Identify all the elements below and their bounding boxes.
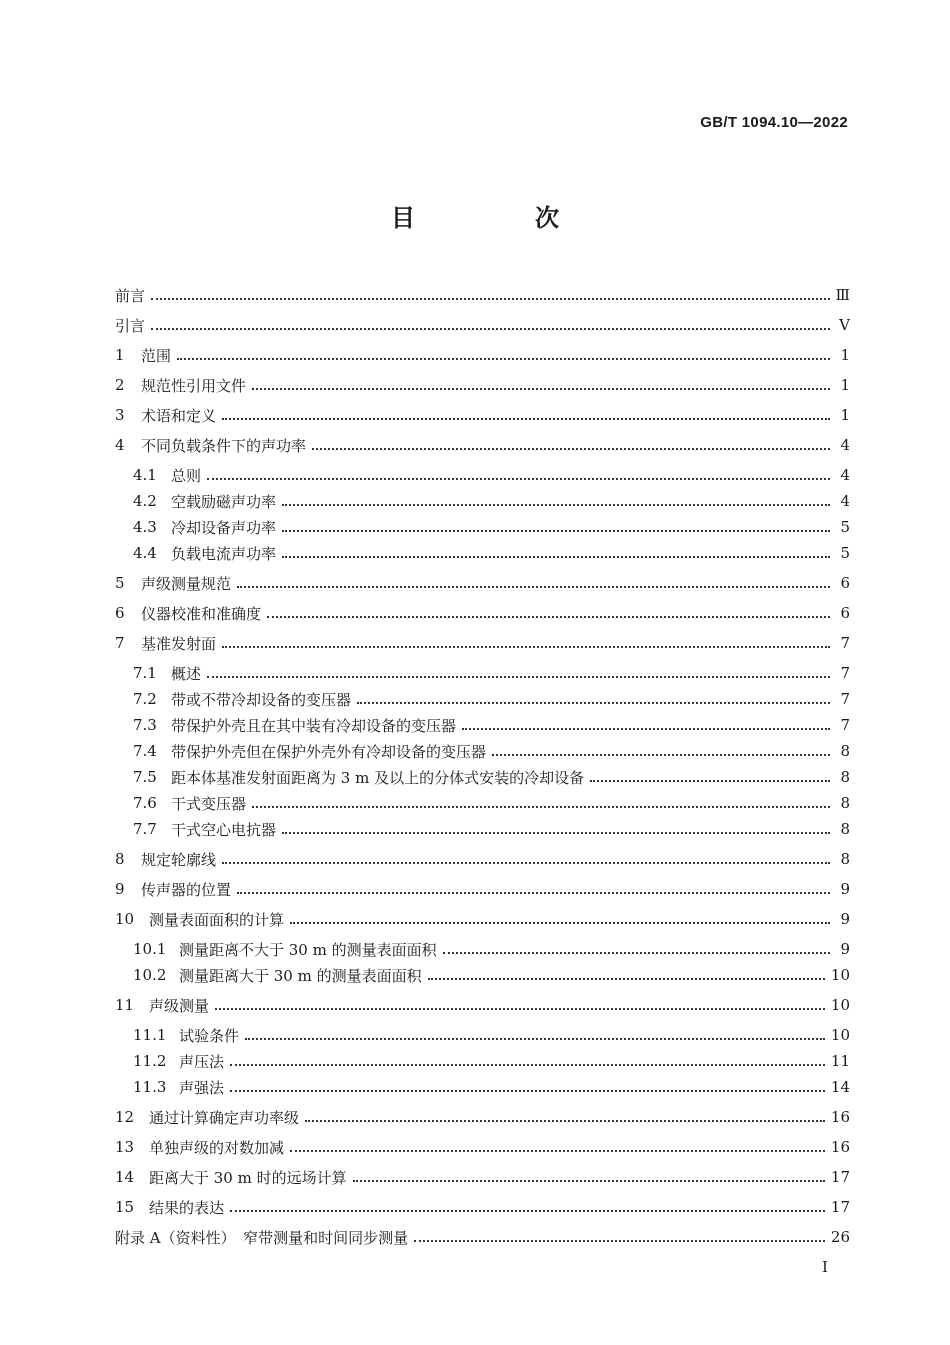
toc-subentry[interactable] <box>133 660 850 686</box>
toc-subentry[interactable] <box>133 712 850 738</box>
dot-leader <box>222 862 830 864</box>
toc-subentry[interactable] <box>133 1022 850 1048</box>
toc-entry-label: 测量距离大于 30 m 的测量表面面积 <box>179 966 422 985</box>
toc-entry-label: 带或不带冷却设备的变压器 <box>171 690 352 709</box>
toc-entry-page: 7 <box>840 716 850 734</box>
toc-entry-label: 测量距离不大于 30 m 的测量表面面积 <box>179 940 437 959</box>
toc-entry-page: 1 <box>840 406 850 424</box>
toc-entry-page: Ⅲ <box>835 286 850 304</box>
toc-entry-label: 引言 <box>115 316 146 335</box>
toc-entry-number: 15 <box>115 1198 135 1216</box>
dot-leader <box>207 478 830 480</box>
toc-entry[interactable] <box>115 846 850 872</box>
toc-entry-label: 声级测量规范 <box>141 574 232 593</box>
toc-entry-page: 1 <box>840 376 850 394</box>
toc-entry[interactable] <box>115 402 850 428</box>
toc-entry-label: 规范性引用文件 <box>141 376 247 395</box>
toc-entry[interactable] <box>115 1164 850 1190</box>
toc-subentry[interactable] <box>133 764 850 790</box>
toc-entry-page: 8 <box>840 768 850 786</box>
toc-entry-label: 带保护外壳但在保护外壳外有冷却设备的变压器 <box>171 742 487 761</box>
dot-leader <box>245 1038 825 1040</box>
toc-entry-label: 范围 <box>141 346 172 365</box>
toc-subentry[interactable] <box>133 962 850 988</box>
toc-entry-label: 基准发射面 <box>141 634 217 653</box>
toc-entry-label: 传声器的位置 <box>141 880 232 899</box>
toc-entry-page: 9 <box>840 880 850 898</box>
toc-entry-number: 4 <box>115 436 125 454</box>
toc-entry-label: 干式空心电抗器 <box>171 820 277 839</box>
toc-subentry[interactable] <box>133 816 850 842</box>
toc-entry-page: 26 <box>830 1228 850 1246</box>
toc-entry[interactable] <box>115 876 850 902</box>
toc-entry-label: 前言 <box>115 286 146 305</box>
toc-entry[interactable] <box>115 570 850 596</box>
toc-entry-page: 10 <box>830 1026 850 1044</box>
dot-leader <box>282 504 830 506</box>
dot-leader <box>237 892 830 894</box>
toc-entry-number: 7 <box>115 634 125 652</box>
toc-entry-number: 7.3 <box>133 716 157 734</box>
toc-entry-number: 3 <box>115 406 125 424</box>
dot-leader <box>215 1008 825 1010</box>
dot-leader <box>492 754 830 756</box>
dot-leader <box>177 358 830 360</box>
toc-entry-number: 7.1 <box>133 664 157 682</box>
dot-leader <box>443 952 830 954</box>
toc-entry[interactable] <box>115 1224 850 1250</box>
page-title: 目 次 <box>391 204 607 232</box>
toc-entry-page: 17 <box>830 1198 850 1216</box>
dot-leader <box>151 328 830 330</box>
toc-entry-page: 16 <box>830 1138 850 1156</box>
toc-entry-label: 仪器校准和准确度 <box>141 604 262 623</box>
toc-entry-page: 10 <box>830 966 850 984</box>
toc-entry-label: 通过计算确定声功率级 <box>149 1108 300 1127</box>
toc-entry-page: 16 <box>830 1108 850 1126</box>
dot-leader <box>282 832 830 834</box>
dot-leader <box>462 728 830 730</box>
toc-entry-label: 声级测量 <box>149 996 210 1015</box>
dot-leader <box>237 586 830 588</box>
toc-entry-number: 6 <box>115 604 125 622</box>
toc-entry-number: 11 <box>115 996 135 1014</box>
toc-entry-label: 测量表面面积的计算 <box>149 910 285 929</box>
dot-leader <box>353 1180 825 1182</box>
toc-entry-label: 规定轮廓线 <box>141 850 217 869</box>
dot-leader <box>230 1090 825 1092</box>
toc-entry-number: 4.1 <box>133 466 157 484</box>
toc-entry-label: 结果的表达 <box>149 1198 225 1217</box>
toc-entry[interactable] <box>115 312 850 338</box>
toc-entry[interactable] <box>115 1134 850 1160</box>
dot-leader <box>222 418 830 420</box>
toc-entry-number: 11.1 <box>133 1026 167 1044</box>
toc-subentry[interactable] <box>133 1074 850 1100</box>
dot-leader <box>312 448 830 450</box>
toc-entry-number: 1 <box>115 346 125 364</box>
toc-entry-page: 9 <box>840 940 850 958</box>
dot-leader <box>357 702 830 704</box>
toc-entry-label: 干式变压器 <box>171 794 247 813</box>
standard-code: GB/T 1094.10—2022 <box>700 114 848 131</box>
toc-entry-page: 4 <box>840 492 850 510</box>
toc-entry-page: 14 <box>830 1078 850 1096</box>
toc-entry-page: 9 <box>840 910 850 928</box>
toc-entry-page: 7 <box>840 634 850 652</box>
toc-entry[interactable] <box>115 432 850 458</box>
dot-leader <box>282 556 830 558</box>
toc-entry-label: 冷却设备声功率 <box>171 518 277 537</box>
dot-leader <box>305 1120 825 1122</box>
dot-leader <box>267 616 830 618</box>
toc-subentry[interactable] <box>133 514 850 540</box>
toc-entry-page: 7 <box>840 690 850 708</box>
toc-subentry[interactable] <box>133 540 850 566</box>
toc-entry-number: 11.3 <box>133 1078 167 1096</box>
toc-entry-number: 2 <box>115 376 125 394</box>
toc-subentry[interactable] <box>133 462 850 488</box>
toc-entry[interactable] <box>115 372 850 398</box>
dot-leader <box>414 1240 825 1242</box>
dot-leader <box>290 1150 825 1152</box>
dot-leader <box>290 922 830 924</box>
toc-entry-page: 8 <box>840 742 850 760</box>
toc-entry-label: 声压法 <box>179 1052 225 1071</box>
toc-entry-page: 10 <box>830 996 850 1014</box>
toc-entry[interactable] <box>115 1104 850 1130</box>
toc-subentry[interactable] <box>133 488 850 514</box>
toc-entry-page: 5 <box>840 544 850 562</box>
toc-entry[interactable] <box>115 600 850 626</box>
toc-entry-number: 10.1 <box>133 940 167 958</box>
toc-entry[interactable] <box>115 906 850 932</box>
toc-entry-label: 附录 A（资料性） 窄带测量和时间同步测量 <box>115 1228 409 1247</box>
toc-subentry[interactable] <box>133 1048 850 1074</box>
dot-leader <box>230 1064 825 1066</box>
toc-entry-page: 5 <box>840 518 850 536</box>
toc-entry-label: 空载励磁声功率 <box>171 492 277 511</box>
toc-entry-label: 术语和定义 <box>141 406 217 425</box>
toc-entry-label: 距本体基准发射面距离为 3 m 及以上的分体式安装的冷却设备 <box>171 768 585 787</box>
toc-entry-label: 声强法 <box>179 1078 225 1097</box>
toc-entry-label: 试验条件 <box>179 1026 240 1045</box>
toc-subentry[interactable] <box>133 686 850 712</box>
toc-entry[interactable] <box>115 630 850 656</box>
dot-leader <box>252 806 830 808</box>
toc-entry-number: 9 <box>115 880 125 898</box>
toc-entry-page: 7 <box>840 664 850 682</box>
toc-entry-number: 7.7 <box>133 820 157 838</box>
toc-entry-number: 10 <box>115 910 135 928</box>
toc-entry-number: 4.4 <box>133 544 157 562</box>
toc-entry-number: 14 <box>115 1168 135 1186</box>
toc-entry-number: 12 <box>115 1108 135 1126</box>
toc-entry-number: 7.6 <box>133 794 157 812</box>
toc-entry-label: 负载电流声功率 <box>171 544 277 563</box>
toc-entry-page: 8 <box>840 820 850 838</box>
toc-entry-page: 6 <box>840 604 850 622</box>
toc-entry-number: 4.3 <box>133 518 157 536</box>
toc-entry-number: 13 <box>115 1138 135 1156</box>
dot-leader <box>252 388 830 390</box>
toc-entry-page: 1 <box>840 346 850 364</box>
page-number: I <box>822 1258 828 1276</box>
toc-entry-number: 11.2 <box>133 1052 167 1070</box>
toc-entry-label: 总则 <box>171 466 202 485</box>
toc-subentry[interactable] <box>133 790 850 816</box>
toc-entry-number: 7.4 <box>133 742 157 760</box>
dot-leader <box>590 780 830 782</box>
dot-leader <box>282 530 830 532</box>
toc-entry-label: 单独声级的对数加减 <box>149 1138 285 1157</box>
toc-entry-page: 8 <box>840 794 850 812</box>
dot-leader <box>151 298 830 300</box>
toc-entry-number: 10.2 <box>133 966 167 984</box>
toc-entry-number: 7.2 <box>133 690 157 708</box>
toc-entry-page: 11 <box>830 1052 850 1070</box>
toc-entry-label: 概述 <box>171 664 202 683</box>
toc-entry-page: 4 <box>840 466 850 484</box>
toc-entry[interactable] <box>115 342 850 368</box>
toc-entry-page: Ⅴ <box>839 316 850 334</box>
toc-entry-page: 17 <box>830 1168 850 1186</box>
toc-entry[interactable] <box>115 992 850 1018</box>
toc-entry-label: 距离大于 30 m 时的远场计算 <box>149 1168 347 1187</box>
dot-leader <box>222 646 830 648</box>
toc-entry-number: 8 <box>115 850 125 868</box>
toc-entry-number: 4.2 <box>133 492 157 510</box>
toc-entry[interactable] <box>115 282 850 308</box>
toc-entry-page: 4 <box>840 436 850 454</box>
dot-leader <box>230 1210 825 1212</box>
toc-subentry[interactable] <box>133 936 850 962</box>
toc-entry-number: 7.5 <box>133 768 157 786</box>
toc-entry-label: 不同负载条件下的声功率 <box>141 436 307 455</box>
dot-leader <box>428 978 825 980</box>
toc-entry-number: 5 <box>115 574 125 592</box>
dot-leader <box>207 676 830 678</box>
toc-entry[interactable] <box>115 1194 850 1220</box>
toc-subentry[interactable] <box>133 738 850 764</box>
toc-entry-label: 带保护外壳且在其中装有冷却设备的变压器 <box>171 716 457 735</box>
toc-entry-page: 8 <box>840 850 850 868</box>
toc-entry-page: 6 <box>840 574 850 592</box>
